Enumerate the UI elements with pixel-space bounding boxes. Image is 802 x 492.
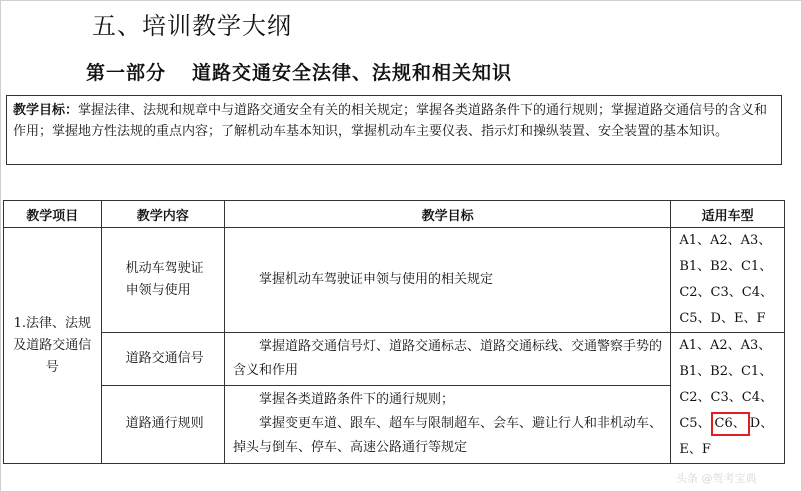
vehicle-list-before: A1、A2、A3、B1、B2、C1、C2、C3、C4、C5、 xyxy=(679,338,773,431)
syllabus-table xyxy=(3,200,785,464)
table-row xyxy=(4,385,785,463)
table-row xyxy=(4,333,785,386)
header-content: 教学内容 xyxy=(101,201,224,228)
content-cell: 机动车驾驶证申领与使用 xyxy=(101,228,224,333)
highlighted-vehicle-c6: C6、 xyxy=(711,412,750,436)
header-vehicle: 适用车型 xyxy=(671,201,785,228)
part-title xyxy=(86,58,512,85)
part-number: 第一部分 xyxy=(86,62,167,84)
goal-cell xyxy=(224,333,670,386)
header-project: 教学项目 xyxy=(4,201,102,228)
vehicle-list-after: D、E、F xyxy=(679,416,774,457)
section-title: 五、培训教学大纲 xyxy=(92,12,292,40)
goal-line: 掌握变更车道、跟车、超车与限制超车、会车、避让行人和非机动车、掉头与倒车、停车、高速公路通行等规定 xyxy=(232,416,662,456)
goal-cell xyxy=(224,228,670,333)
teaching-goal-box xyxy=(6,95,782,165)
part-subject: 道路交通安全法律、法规和相关知识 xyxy=(192,62,513,84)
goal-line: 掌握机动车驾驶证申领与使用的相关规定 xyxy=(258,272,493,287)
vehicle-cell-highlighted xyxy=(671,333,785,464)
goal-cell xyxy=(224,385,670,463)
table-header-row xyxy=(4,201,785,228)
header-goal: 教学目标 xyxy=(224,201,670,228)
vehicle-cell: A1、A2、A3、B1、B2、C1、C2、C3、C4、C5、D、E、F xyxy=(671,228,785,333)
content-cell: 道路通行规则 xyxy=(101,385,224,463)
content-cell: 道路交通信号 xyxy=(101,333,224,386)
teaching-goal-text: 掌握法律、法规和规章中与道路交通安全有关的相关规定；掌握各类道路条件下的通行规则；掌握道路交通信号的含义和作用；掌握地方性法规的重点内容；了解机动车基本知识，掌握机动车主要仪表、指示灯和操纵装置、安全装置的基本知识。 xyxy=(13,103,768,139)
project-cell: 1.法律、法规及道路交通信号 xyxy=(4,228,102,464)
goal-line: 掌握道路交通信号灯、道路交通标志、道路交通标线、交通警察手势的含义和作用 xyxy=(232,338,662,378)
teaching-goal-label: 教学目标： xyxy=(13,103,79,118)
goal-line: 掌握各类道路条件下的通行规则； xyxy=(258,392,454,408)
table-row xyxy=(4,228,785,333)
watermark: 头条 @驾考宝典 xyxy=(676,472,757,485)
